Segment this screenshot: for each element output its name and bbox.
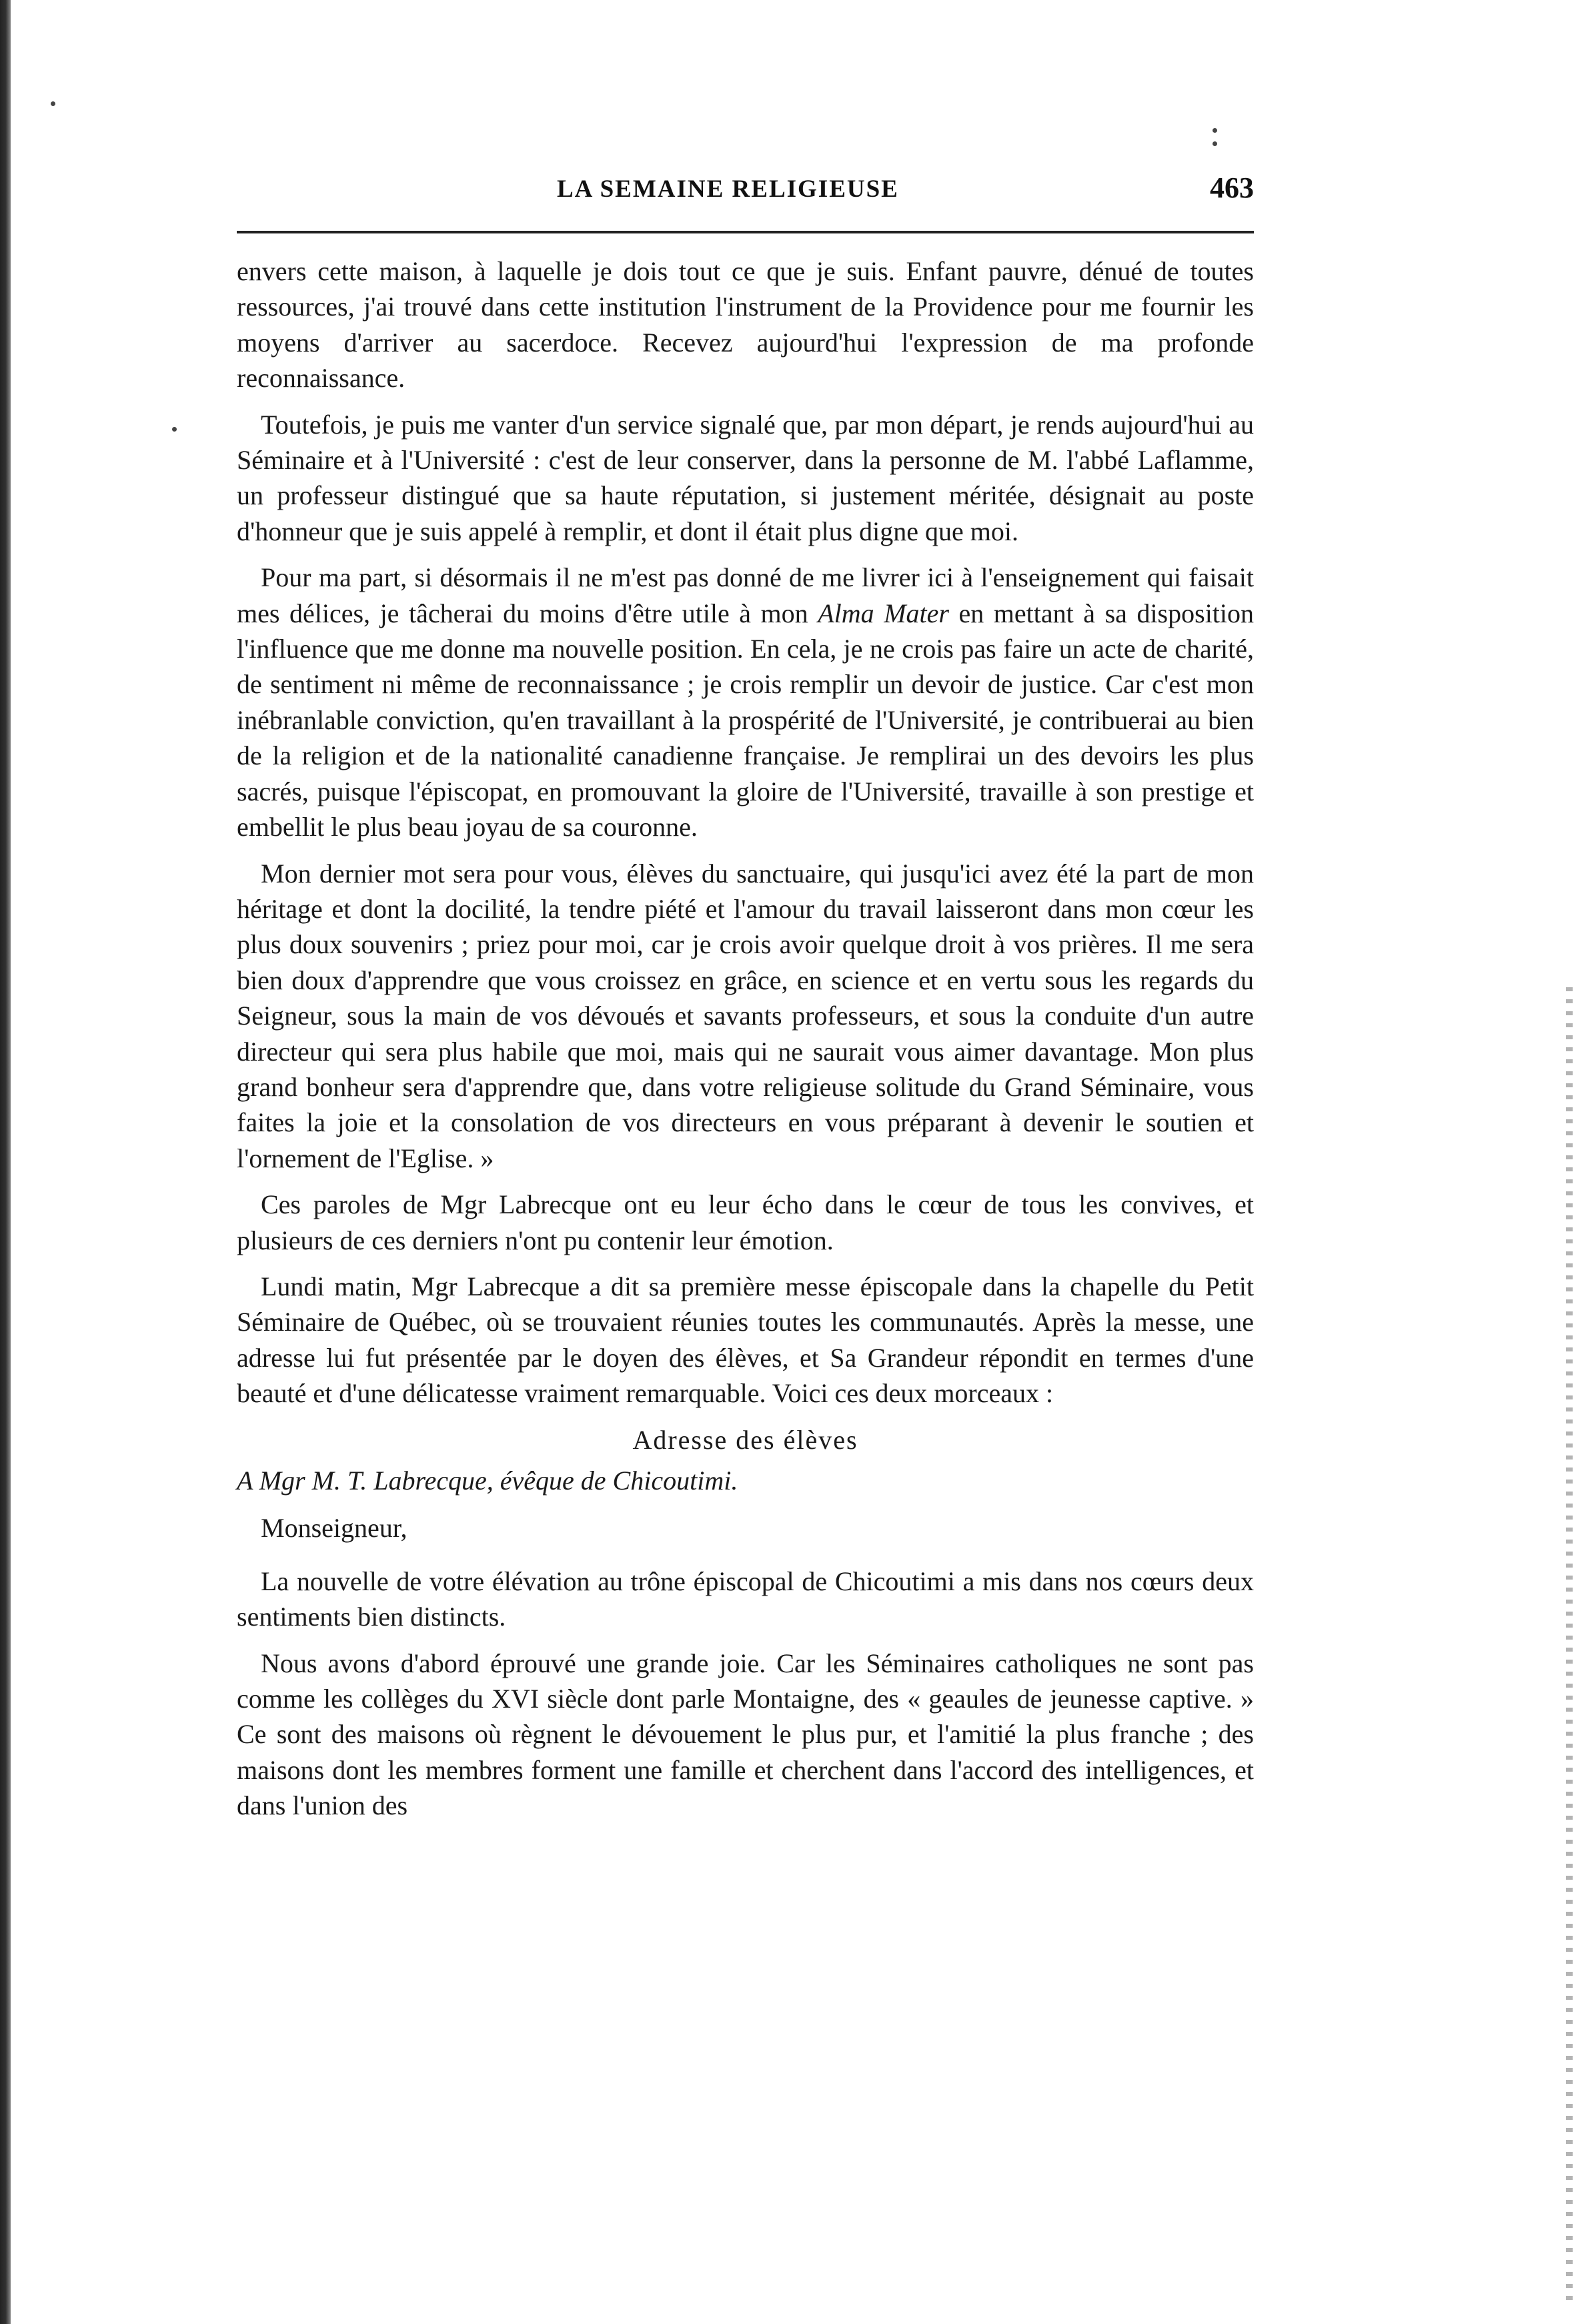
paragraph: Lundi matin, Mgr Labrecque a dit sa première messe épiscopale dans la chapelle du Petit Séminaire de Québec, où se trouvaient réunies toutes les communautés. Après la messe, une adresse lui fut présentée par le doyen des élèves, et Sa Grandeur répondit en termes d'une beauté et d'une délicatesse vraiment remarquable. Voici ces deux morceaux : (237, 1271, 1254, 1409)
scan-speck (1213, 141, 1217, 146)
paragraph: Mon dernier mot sera pour vous, élèves du sanctuaire, qui jusqu'ici avez été la part de mon héritage et dont la docilité, la tendre piété et l'amour du travail laisseront dans mon cœur les plus doux souvenirs ; priez pour moi, car je crois avoir quelque droit à vos prières. Il me sera bien doux d'apprendre que vous croissez en grâce, en science et en vertu sous les regards du Seigneur, sous la main de vos dévoués et savants professeurs, et sous la conduite d'un autre directeur qui sera plus habile que moi, mais qui ne saurait vous aimer davantage. Mon plus grand bonheur sera d'apprendre que, dans votre religieuse solitude du Grand Séminaire, vous faites la joie et la consolation de vos directeurs en vous préparant à devenir le soutien et l'ornement de l'Eglise. » (237, 858, 1254, 1173)
address-line: A Mgr M. T. Labrecque, évêque de Chicoutimi. (237, 1466, 738, 1496)
page-body (237, 253, 1254, 1834)
text-run: en mettant à sa disposition l'influence que me donne ma nouvelle position. En cela, je ne crois pas faire un acte de charité, de sentiment ni même de reconnaissance ; je crois remplir un devoir de justice. Car c'est mon inébranlable conviction, qu'en travaillant à la prospérité de l'Université, je contribuerai au bien de la religion et de la nationalité canadienne française. Je remplirai un des devoirs les plus sacrés, puisque l'épiscopat, en promouvant la gloire de l'Université, travaille à son prestige et embellit le plus beau joyau de sa couronne. (237, 598, 1255, 842)
italic-text: Alma Mater (818, 598, 949, 628)
page-binding-edge (0, 0, 11, 2324)
paragraph: Ces paroles de Mgr Labrecque ont eu leur écho dans le cœur de tous les convives, et plusieurs de ces derniers n'ont pu contenir leur émotion. (237, 1189, 1254, 1255)
scan-speck (51, 101, 55, 106)
paragraph (237, 560, 1254, 844)
paragraph: Nous avons d'abord éprouvé une grande joie. Car les Séminaires catholiques ne sont pas comme les collèges du XVI siècle dont parle Montaigne, des « geaules de jeunesse captive. » Ce sont des maisons où règnent le dévouement le plus pur, et l'amitié la plus franche ; des maisons dont les membres forment une famille et cherchent dans l'accord des intelligences, et dans l'union des (237, 1648, 1254, 1821)
text-run: Pour ma part, si désormais il ne m'est pas donné de me livrer ici à l'enseignement qui faisait mes délices, je tâcherai du moins d'être utile à mon (237, 562, 1254, 628)
paragraph: Toutefois, je puis me vanter d'un service signalé que, par mon départ, je rends aujourd'hui au Séminaire et à l'Université : c'est de leur conserver, dans la personne de M. l'abbé Laflamme, un professeur distingué que sa haute réputation, si justement méritée, désignait au poste d'honneur que je suis appelé à remplir, et dont il était plus digne que moi. (237, 409, 1254, 546)
scan-speck (1213, 128, 1217, 133)
salutation: Monseigneur, (261, 1513, 408, 1544)
section-title: Adresse des élèves (632, 1424, 858, 1455)
paragraph: envers cette maison, à laquelle je dois tout ce que je suis. Enfant pauvre, dénué de toutes ressources, j'ai trouvé dans cette institution l'instrument de la Providence pour me fournir les moyens d'arriver au sacerdoce. Recevez aujourd'hui l'expression de ma profonde reconnaissance. (237, 256, 1254, 394)
page-number: 463 (1210, 171, 1254, 204)
paragraph: La nouvelle de votre élévation au trône épiscopal de Chicoutimi a mis dans nos cœurs deux sentiments bien distincts. (237, 1566, 1254, 1632)
scan-speck (172, 427, 177, 432)
page-header (237, 171, 1254, 217)
page-right-edge-marks (1566, 987, 1573, 2308)
running-title: LA SEMAINE RELIGIEUSE (557, 175, 899, 203)
header-rule (237, 231, 1254, 233)
